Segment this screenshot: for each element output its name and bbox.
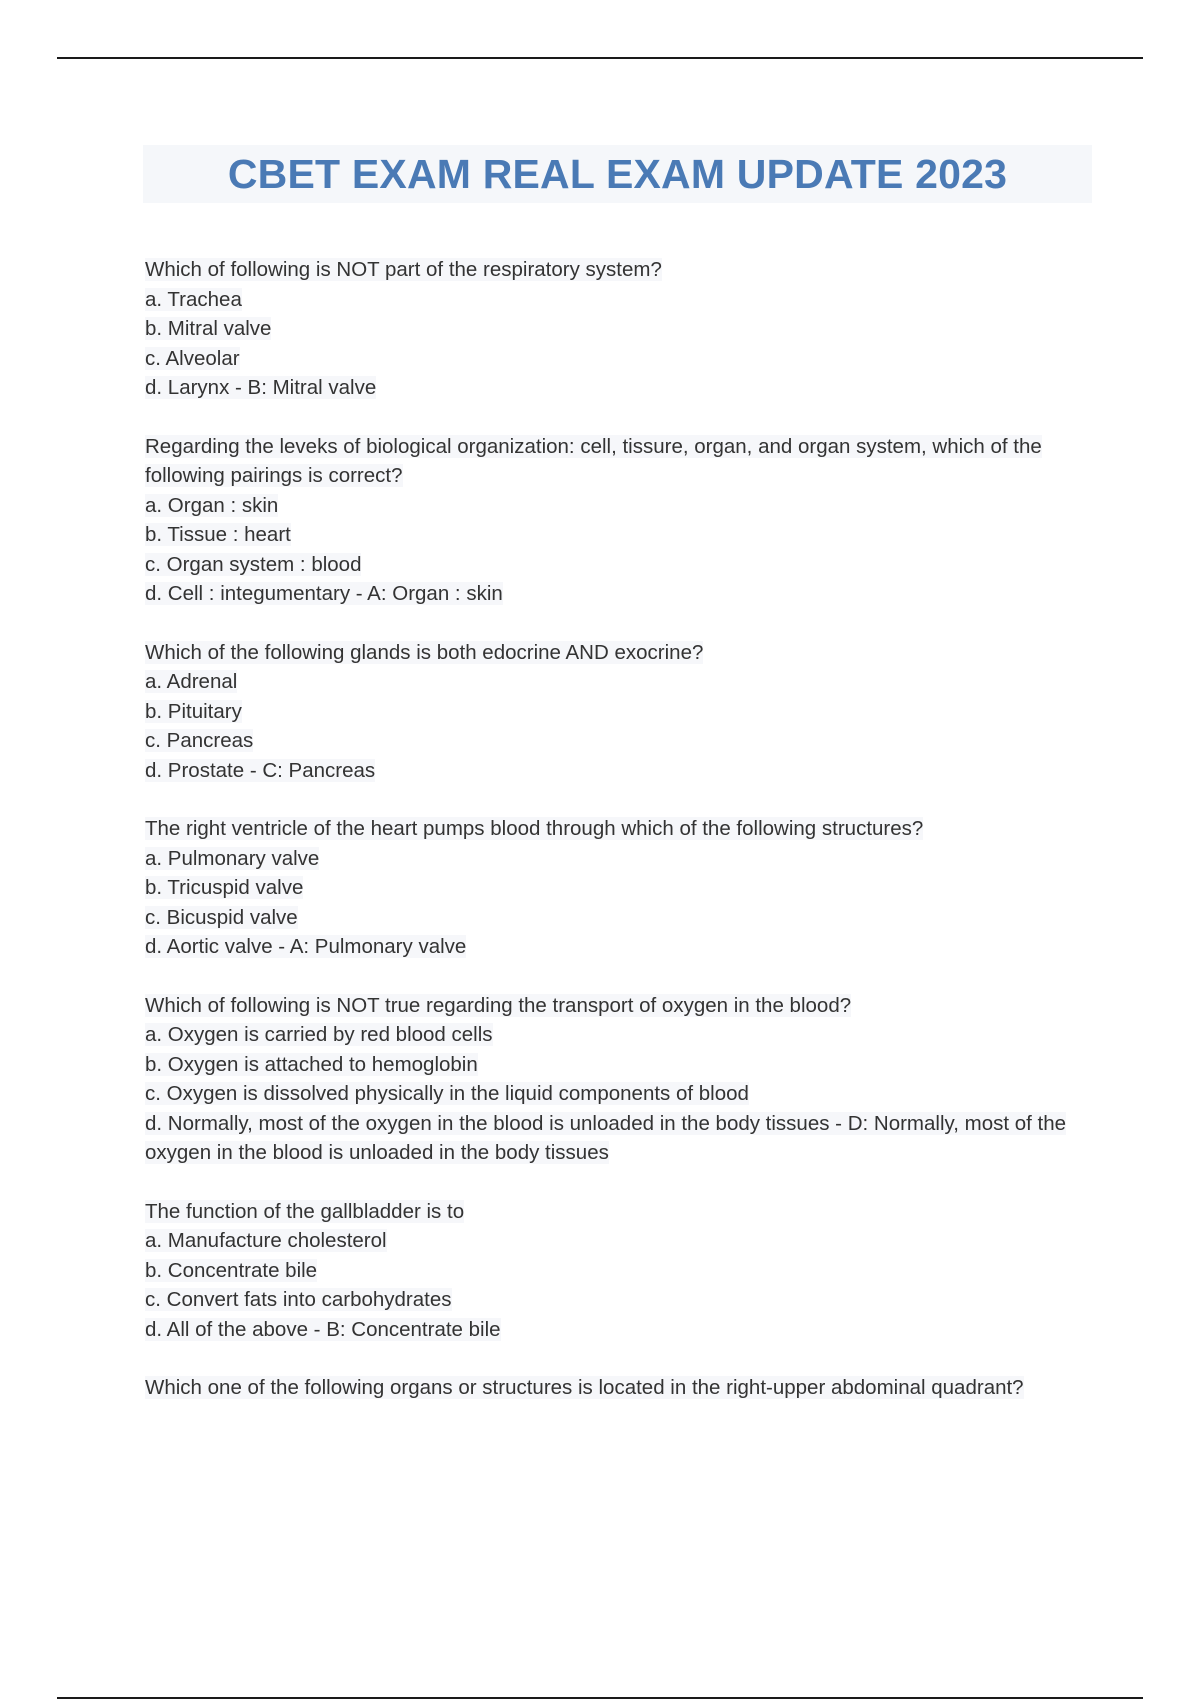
option-d-answer: d. Cell : integumentary - A: Organ : skin bbox=[145, 582, 503, 605]
question-block-6 bbox=[145, 1197, 1095, 1345]
question-block-2 bbox=[145, 432, 1095, 609]
option-d-answer: d. Normally, most of the oxygen in the blood is unloaded in the body tissues - D: Normally, most of the oxygen in the blood is unloaded in the body tissues bbox=[145, 1111, 1067, 1164]
option-a: a. Manufacture cholesterol bbox=[145, 1229, 387, 1252]
question-block-3 bbox=[145, 638, 1095, 786]
option-a: a. Pulmonary valve bbox=[145, 846, 320, 870]
question-block-7 bbox=[145, 1373, 1095, 1403]
option-b: b. Oxygen is attached to hemoglobin bbox=[145, 1052, 478, 1076]
bottom-rule bbox=[57, 1697, 1143, 1699]
question-block-4 bbox=[145, 814, 1095, 962]
option-b: b. Tissue : heart bbox=[145, 523, 291, 546]
question-list bbox=[145, 255, 1095, 1432]
option-c: c. Bicuspid valve bbox=[145, 905, 298, 929]
option-b: b. Concentrate bile bbox=[145, 1258, 318, 1282]
option-b: b. Mitral valve bbox=[145, 317, 272, 340]
top-rule bbox=[57, 57, 1143, 59]
option-d-answer: d. Larynx - B: Mitral valve bbox=[145, 376, 377, 399]
option-b: b. Tricuspid valve bbox=[145, 876, 304, 899]
question-text: Which of following is NOT true regarding the transport of oxygen in the blood? bbox=[145, 993, 852, 1017]
question-block-5 bbox=[145, 991, 1095, 1168]
option-b: b. Pituitary bbox=[145, 699, 242, 723]
option-a: a. Organ : skin bbox=[145, 493, 279, 517]
question-text: The right ventricle of the heart pumps blood through which of the following structures? bbox=[145, 817, 924, 840]
option-d-answer: d. All of the above - B: Concentrate bile bbox=[145, 1317, 501, 1341]
option-c: c. Alveolar bbox=[145, 346, 240, 370]
question-text: Which of the following glands is both edocrine AND exocrine? bbox=[145, 640, 704, 664]
option-d-answer: d. Aortic valve - A: Pulmonary valve bbox=[145, 935, 467, 958]
question-text: Which one of the following organs or structures is located in the right-upper abdominal quadrant? bbox=[145, 1376, 1024, 1399]
option-a: a. Trachea bbox=[145, 287, 242, 311]
option-c: c. Organ system : blood bbox=[145, 552, 362, 576]
option-a: a. Oxygen is carried by red blood cells bbox=[145, 1023, 493, 1046]
document-title: CBET EXAM REAL EXAM UPDATE 2023 bbox=[227, 150, 1008, 197]
title-band bbox=[143, 145, 1092, 203]
question-block-1 bbox=[145, 255, 1095, 403]
question-text: Which of following is NOT part of the respiratory system? bbox=[145, 258, 662, 281]
question-text: The function of the gallbladder is to bbox=[145, 1199, 465, 1223]
question-text: Regarding the leveks of biological organization: cell, tissure, organ, and organ system, which of the following pairings is correct? bbox=[145, 434, 1042, 487]
option-c: c. Pancreas bbox=[145, 729, 254, 752]
option-a: a. Adrenal bbox=[145, 670, 238, 693]
option-c: c. Oxygen is dissolved physically in the liquid components of blood bbox=[145, 1082, 749, 1105]
option-c: c. Convert fats into carbohydrates bbox=[145, 1288, 452, 1311]
option-d-answer: d. Prostate - C: Pancreas bbox=[145, 758, 376, 782]
